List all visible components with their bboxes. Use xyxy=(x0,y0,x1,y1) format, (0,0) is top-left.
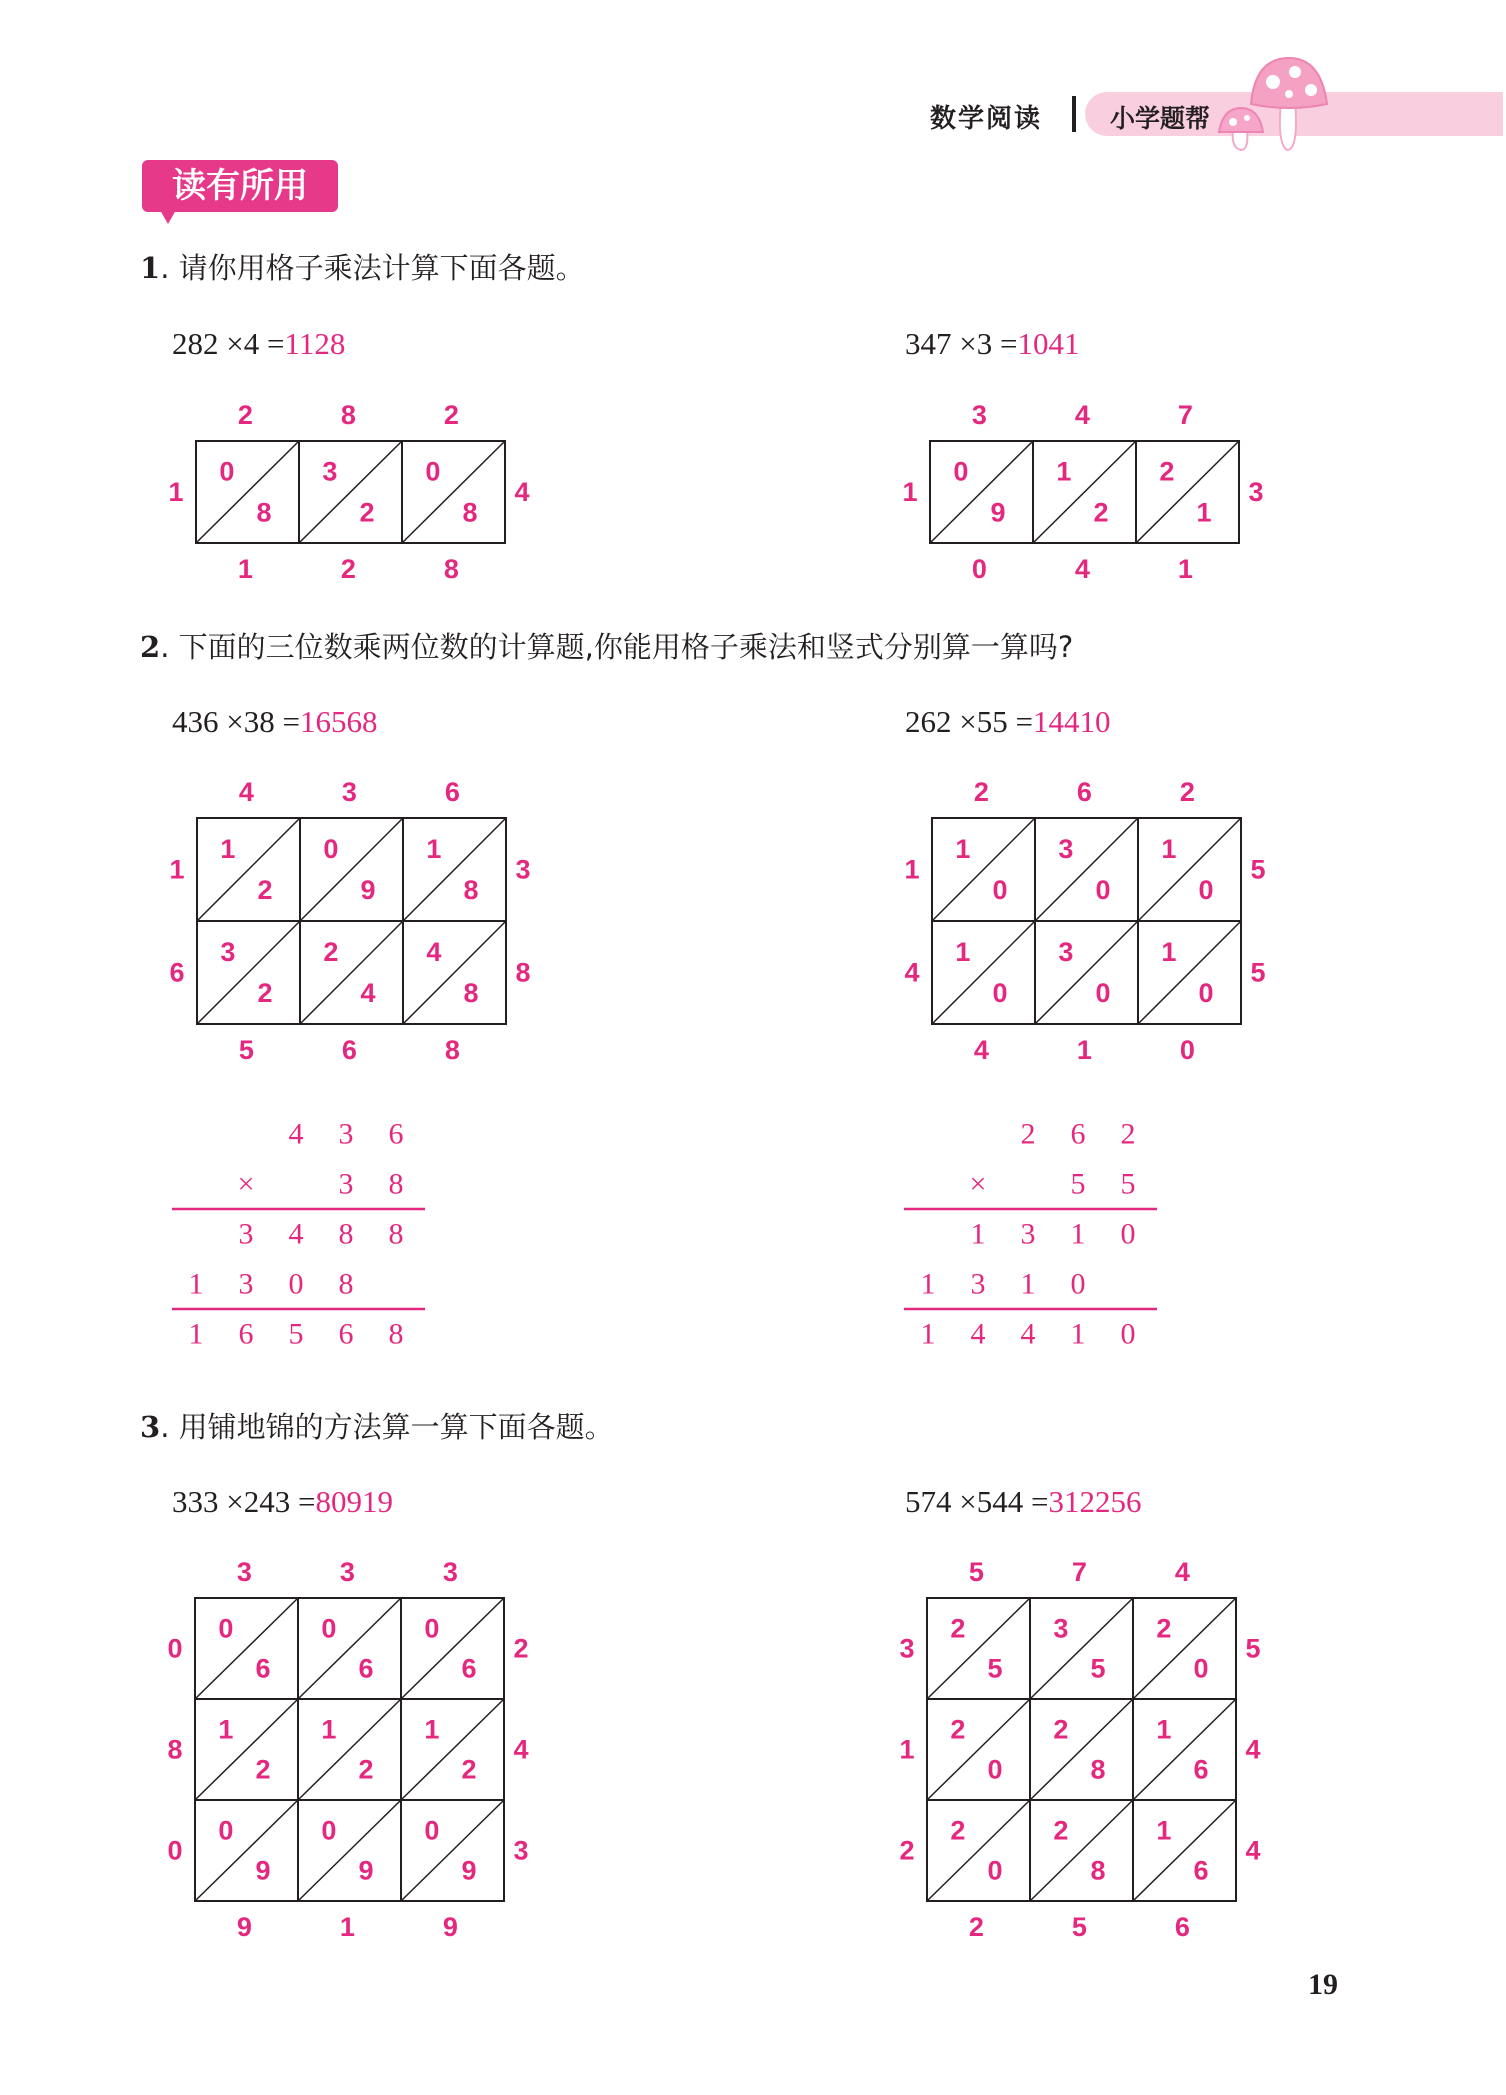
cell-tens-digit: 0 xyxy=(424,1613,440,1644)
left-digit: 3 xyxy=(899,1633,915,1664)
cell-ones-digit: 0 xyxy=(1095,875,1111,906)
vertical-digit: 6 xyxy=(238,1317,254,1351)
cell-tens-digit: 3 xyxy=(1058,833,1074,864)
cell-ones-digit: 8 xyxy=(1090,1754,1106,1785)
left-digit: 0 xyxy=(167,1633,183,1664)
top-digit: 4 xyxy=(1074,400,1090,430)
bottom-digit: 4 xyxy=(973,1035,989,1065)
bottom-digit: 1 xyxy=(237,554,253,584)
cell-tens-digit: 2 xyxy=(1053,1815,1069,1846)
top-digit: 3 xyxy=(442,1557,458,1587)
bottom-digit: 4 xyxy=(1074,554,1090,584)
vertical-digit: 8 xyxy=(388,1167,404,1201)
cell-tens-digit: 1 xyxy=(1156,1714,1172,1745)
vertical-digit: 2 xyxy=(1120,1117,1136,1151)
right-digit: 4 xyxy=(513,1734,529,1765)
vertical-digit: 4 xyxy=(1020,1317,1036,1351)
cell-ones-digit: 0 xyxy=(987,1754,1003,1785)
cell-tens-digit: 3 xyxy=(220,936,236,967)
cell-tens-digit: 3 xyxy=(1053,1613,1069,1644)
vertical-digit: 3 xyxy=(238,1267,254,1301)
cell-ones-digit: 2 xyxy=(358,1754,374,1785)
top-digit: 3 xyxy=(341,777,357,807)
cell-tens-digit: 2 xyxy=(1053,1714,1069,1745)
cell-ones-digit: 9 xyxy=(255,1855,271,1886)
vertical-digit: 0 xyxy=(1070,1267,1086,1301)
vertical-digit: 1 xyxy=(1070,1317,1086,1351)
vertical-digit: 8 xyxy=(388,1217,404,1251)
cell-ones-digit: 8 xyxy=(462,497,478,528)
cell-ones-digit: 8 xyxy=(1090,1855,1106,1886)
right-digit: 5 xyxy=(1250,854,1266,885)
cell-tens-digit: 0 xyxy=(321,1613,337,1644)
cell-diagonal xyxy=(1133,1598,1236,1699)
cell-diagonal xyxy=(1030,1598,1133,1699)
cell-tens-digit: 2 xyxy=(950,1714,966,1745)
cell-ones-digit: 6 xyxy=(461,1653,477,1684)
top-digit: 6 xyxy=(444,777,460,807)
right-digit: 3 xyxy=(513,1835,529,1866)
right-digit: 3 xyxy=(515,854,531,885)
top-digit: 2 xyxy=(973,777,989,807)
cell-ones-digit: 6 xyxy=(358,1653,374,1684)
vertical-digit: 8 xyxy=(338,1217,354,1251)
cell-ones-digit: 1 xyxy=(1196,497,1212,528)
bottom-digit: 8 xyxy=(444,1035,460,1065)
cell-ones-digit: 9 xyxy=(990,497,1006,528)
cell-tens-digit: 2 xyxy=(323,936,339,967)
question-1: 1. 请你用格子乘法计算下面各题。 xyxy=(140,251,585,285)
cell-diagonal xyxy=(1133,1800,1236,1901)
cell-ones-digit: 2 xyxy=(255,1754,271,1785)
top-digit: 6 xyxy=(1076,777,1092,807)
vertical-digit: 4 xyxy=(288,1117,304,1151)
top-digit: 2 xyxy=(1179,777,1195,807)
header-subtitle: 小学题帮 xyxy=(1110,104,1211,133)
multiply-sign: × xyxy=(237,1167,255,1201)
cell-ones-digit: 8 xyxy=(256,497,272,528)
top-digit: 7 xyxy=(1071,1557,1087,1587)
question-3: 3. 用铺地锦的方法算一算下面各题。 xyxy=(140,1410,614,1444)
vertical-digit: 3 xyxy=(238,1217,254,1251)
right-digit: 3 xyxy=(1248,477,1264,507)
top-digit: 2 xyxy=(237,400,253,430)
q1-left-equation: 282 ×4 =1128 xyxy=(172,326,346,361)
vertical-digit: 3 xyxy=(970,1267,986,1301)
header-title: 数学阅读 xyxy=(930,104,1043,134)
left-digit: 1 xyxy=(169,854,185,885)
right-digit: 2 xyxy=(513,1633,529,1664)
cell-tens-digit: 0 xyxy=(321,1815,337,1846)
page-number: 19 xyxy=(1308,1968,1338,2001)
cell-tens-digit: 0 xyxy=(218,1613,234,1644)
vertical-digit: 3 xyxy=(338,1167,354,1201)
top-digit: 7 xyxy=(1177,400,1193,430)
cell-tens-digit: 2 xyxy=(1159,456,1175,487)
vertical-digit: 4 xyxy=(970,1317,986,1351)
vertical-digit: 1 xyxy=(1020,1267,1036,1301)
top-digit: 4 xyxy=(1174,1557,1190,1587)
left-digit: 2 xyxy=(899,1835,915,1866)
bottom-digit: 5 xyxy=(1071,1912,1087,1942)
cell-tens-digit: 1 xyxy=(321,1714,337,1745)
right-digit: 8 xyxy=(515,957,531,988)
bottom-digit: 6 xyxy=(341,1035,357,1065)
cell-ones-digit: 9 xyxy=(360,875,376,906)
left-digit: 4 xyxy=(904,957,920,988)
q2-right-equation: 262 ×55 =14410 xyxy=(905,704,1111,739)
left-digit: 6 xyxy=(169,957,185,988)
bottom-digit: 1 xyxy=(1076,1035,1092,1065)
cell-ones-digit: 8 xyxy=(463,875,479,906)
cell-tens-digit: 0 xyxy=(953,456,969,487)
bottom-digit: 2 xyxy=(340,554,356,584)
cell-tens-digit: 0 xyxy=(218,1815,234,1846)
bottom-digit: 9 xyxy=(236,1912,252,1942)
q2-left-equation: 436 ×38 =16568 xyxy=(172,704,378,739)
bottom-digit: 5 xyxy=(238,1035,254,1065)
vertical-digit: 1 xyxy=(1070,1217,1086,1251)
q1-right-equation: 347 ×3 =1041 xyxy=(905,326,1080,361)
left-digit: 1 xyxy=(168,477,184,507)
vertical-digit: 6 xyxy=(388,1117,404,1151)
cell-ones-digit: 2 xyxy=(257,978,273,1009)
bottom-digit: 9 xyxy=(442,1912,458,1942)
cell-tens-digit: 1 xyxy=(1056,456,1072,487)
cell-tens-digit: 0 xyxy=(424,1815,440,1846)
cell-tens-digit: 0 xyxy=(219,456,235,487)
cell-tens-digit: 2 xyxy=(950,1613,966,1644)
bottom-digit: 0 xyxy=(971,554,987,584)
vertical-digit: 0 xyxy=(288,1267,304,1301)
cell-tens-digit: 2 xyxy=(1156,1613,1172,1644)
cell-ones-digit: 2 xyxy=(461,1754,477,1785)
left-digit: 1 xyxy=(899,1734,915,1765)
vertical-digit: 5 xyxy=(1120,1167,1136,1201)
cell-ones-digit: 0 xyxy=(1198,978,1214,1009)
cell-ones-digit: 2 xyxy=(359,497,375,528)
vertical-digit: 8 xyxy=(388,1317,404,1351)
cell-ones-digit: 5 xyxy=(1090,1653,1106,1684)
vertical-digit: 3 xyxy=(1020,1217,1036,1251)
vertical-digit: 6 xyxy=(1070,1117,1086,1151)
cell-ones-digit: 5 xyxy=(987,1653,1003,1684)
left-digit: 8 xyxy=(167,1734,183,1765)
cell-tens-digit: 1 xyxy=(955,833,971,864)
top-digit: 3 xyxy=(971,400,987,430)
cell-ones-digit: 0 xyxy=(992,875,1008,906)
left-digit: 1 xyxy=(902,477,918,507)
cell-tens-digit: 1 xyxy=(424,1714,440,1745)
cell-ones-digit: 2 xyxy=(1093,497,1109,528)
vertical-digit: 1 xyxy=(920,1317,936,1351)
vertical-digit: 0 xyxy=(1120,1217,1136,1251)
cell-diagonal xyxy=(927,1598,1030,1699)
cell-diagonal xyxy=(927,1800,1030,1901)
cell-ones-digit: 0 xyxy=(992,978,1008,1009)
cell-diagonal xyxy=(1030,1699,1133,1800)
cell-tens-digit: 1 xyxy=(955,936,971,967)
vertical-digit: 3 xyxy=(338,1117,354,1151)
right-digit: 4 xyxy=(514,477,530,507)
top-digit: 4 xyxy=(238,777,254,807)
top-digit: 3 xyxy=(339,1557,355,1587)
question-2: 2. 下面的三位数乘两位数的计算题,你能用格子乘法和竖式分别算一算吗? xyxy=(140,630,1074,664)
cell-diagonal xyxy=(927,1699,1030,1800)
bottom-digit: 1 xyxy=(1177,554,1193,584)
cell-tens-digit: 1 xyxy=(218,1714,234,1745)
cell-ones-digit: 0 xyxy=(1193,1653,1209,1684)
vertical-digit: 1 xyxy=(920,1267,936,1301)
vertical-digit: 6 xyxy=(338,1317,354,1351)
top-digit: 2 xyxy=(443,400,459,430)
vertical-digit: 8 xyxy=(338,1267,354,1301)
vertical-digit: 5 xyxy=(288,1317,304,1351)
cell-tens-digit: 0 xyxy=(425,456,441,487)
bottom-digit: 1 xyxy=(339,1912,355,1942)
cell-ones-digit: 6 xyxy=(255,1653,271,1684)
cell-tens-digit: 2 xyxy=(950,1815,966,1846)
cell-ones-digit: 6 xyxy=(1193,1754,1209,1785)
cell-ones-digit: 4 xyxy=(360,978,376,1009)
cell-ones-digit: 0 xyxy=(1198,875,1214,906)
cell-tens-digit: 0 xyxy=(323,833,339,864)
cell-tens-digit: 4 xyxy=(426,936,442,967)
vertical-digit: 5 xyxy=(1070,1167,1086,1201)
cell-diagonal xyxy=(1133,1699,1236,1800)
bottom-digit: 8 xyxy=(443,554,459,584)
section-banner: 读有所用 xyxy=(142,160,338,212)
q3-left-equation: 333 ×243 =80919 xyxy=(172,1484,393,1519)
vertical-digit: 4 xyxy=(288,1217,304,1251)
cell-tens-digit: 1 xyxy=(220,833,236,864)
cell-ones-digit: 0 xyxy=(1095,978,1111,1009)
vertical-digit: 1 xyxy=(188,1317,204,1351)
cell-tens-digit: 1 xyxy=(1156,1815,1172,1846)
vertical-digit: 1 xyxy=(188,1267,204,1301)
right-digit: 5 xyxy=(1245,1633,1261,1664)
left-digit: 0 xyxy=(167,1835,183,1866)
bottom-digit: 2 xyxy=(968,1912,984,1942)
bottom-digit: 0 xyxy=(1179,1035,1195,1065)
right-digit: 4 xyxy=(1245,1835,1261,1866)
vertical-digit: 2 xyxy=(1020,1117,1036,1151)
cell-ones-digit: 2 xyxy=(257,875,273,906)
right-digit: 5 xyxy=(1250,957,1266,988)
cell-ones-digit: 9 xyxy=(461,1855,477,1886)
bottom-digit: 6 xyxy=(1174,1912,1190,1942)
right-digit: 4 xyxy=(1245,1734,1261,1765)
vertical-digit: 1 xyxy=(970,1217,986,1251)
cell-tens-digit: 1 xyxy=(1161,936,1177,967)
q3-right-equation: 574 ×544 =312256 xyxy=(905,1484,1142,1519)
top-digit: 5 xyxy=(968,1557,984,1587)
cell-tens-digit: 3 xyxy=(322,456,338,487)
cell-diagonal xyxy=(1030,1800,1133,1901)
vertical-digit: 0 xyxy=(1120,1317,1136,1351)
cell-tens-digit: 1 xyxy=(426,833,442,864)
cell-tens-digit: 1 xyxy=(1161,833,1177,864)
cell-ones-digit: 6 xyxy=(1193,1855,1209,1886)
left-digit: 1 xyxy=(904,854,920,885)
top-digit: 3 xyxy=(236,1557,252,1587)
top-digit: 8 xyxy=(340,400,356,430)
cell-ones-digit: 9 xyxy=(358,1855,374,1886)
cell-ones-digit: 8 xyxy=(463,978,479,1009)
cell-tens-digit: 3 xyxy=(1058,936,1074,967)
multiply-sign: × xyxy=(969,1167,987,1201)
cell-ones-digit: 0 xyxy=(987,1855,1003,1886)
